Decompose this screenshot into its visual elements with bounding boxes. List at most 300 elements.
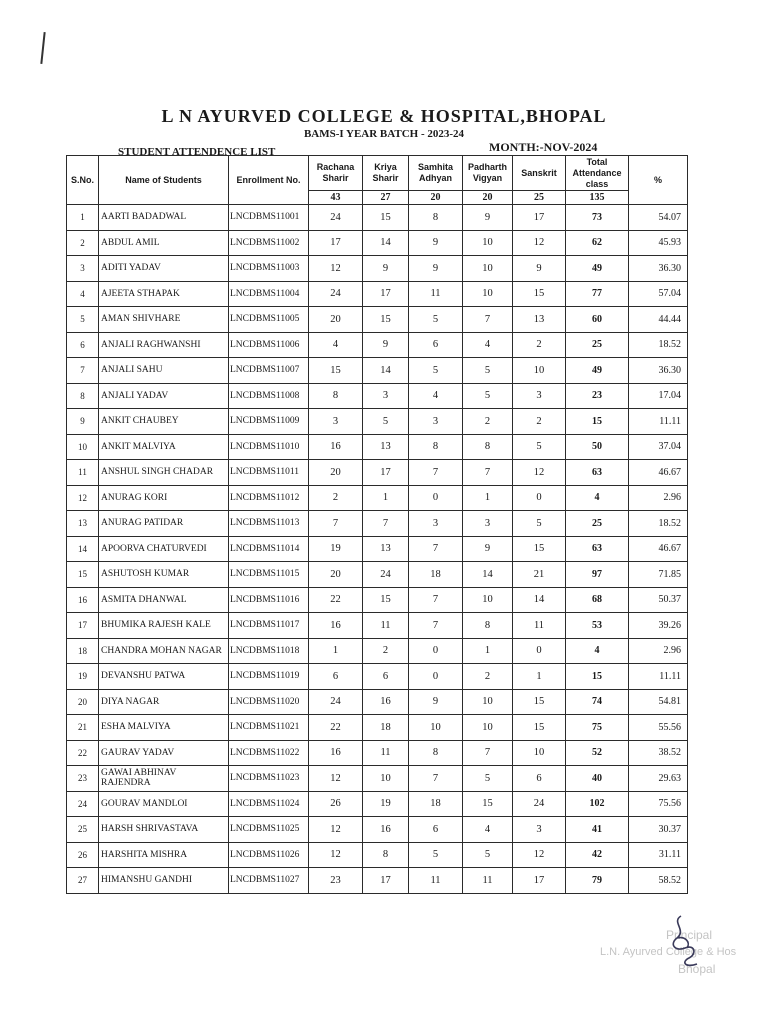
kriya-sharir: 15 [363,307,409,333]
sanskrit: 6 [513,766,566,792]
table-row [67,868,688,894]
enrollment-no: LNCDBMS11006 [229,332,309,358]
attendance-percent: 54.07 [629,205,688,231]
samhita-adhyan: 0 [409,638,463,664]
total-attendance: 15 [566,409,629,435]
table-row [67,842,688,868]
total-attendance: 4 [566,485,629,511]
attendance-percent: 29.63 [629,766,688,792]
total-kriya: 27 [363,191,409,205]
rachana-sharir: 23 [309,868,363,894]
table-row [67,460,688,486]
samhita-adhyan: 7 [409,536,463,562]
samhita-adhyan: 0 [409,664,463,690]
rachana-sharir: 26 [309,791,363,817]
enrollment-no: LNCDBMS11022 [229,740,309,766]
total-attendance: 40 [566,766,629,792]
kriya-sharir: 14 [363,230,409,256]
total-attendance: 52 [566,740,629,766]
attendance-percent: 18.52 [629,511,688,537]
sanskrit: 12 [513,460,566,486]
padharth-vigyan: 5 [463,383,513,409]
samhita-adhyan: 4 [409,383,463,409]
month-label: MONTH:-NOV-2024 [489,140,598,154]
total-samhita: 20 [409,191,463,205]
enrollment-no: LNCDBMS11001 [229,205,309,231]
attendance-percent: 71.85 [629,562,688,588]
kriya-sharir: 5 [363,409,409,435]
row-sno: 13 [67,511,99,537]
enrollment-no: LNCDBMS11008 [229,383,309,409]
col-enrollment: Enrollment No. [229,156,309,205]
attendance-percent: 11.11 [629,409,688,435]
kriya-sharir: 16 [363,689,409,715]
row-sno: 24 [67,791,99,817]
padharth-vigyan: 5 [463,358,513,384]
enrollment-no: LNCDBMS11020 [229,689,309,715]
total-attendance: 62 [566,230,629,256]
rachana-sharir: 2 [309,485,363,511]
table-row [67,562,688,588]
total-attendance: 63 [566,460,629,486]
student-name: ASHUTOSH KUMAR [99,562,229,588]
sanskrit: 21 [513,562,566,588]
student-name: ADITI YADAV [99,256,229,282]
padharth-vigyan: 11 [463,868,513,894]
rachana-sharir: 17 [309,230,363,256]
row-sno: 11 [67,460,99,486]
student-name: ANSHUL SINGH CHADAR [99,460,229,486]
sanskrit: 0 [513,638,566,664]
total-attendance: 97 [566,562,629,588]
enrollment-no: LNCDBMS11003 [229,256,309,282]
padharth-vigyan: 2 [463,664,513,690]
total-attendance: 75 [566,715,629,741]
enrollment-no: LNCDBMS11021 [229,715,309,741]
row-sno: 17 [67,613,99,639]
row-sno: 2 [67,230,99,256]
padharth-vigyan: 9 [463,536,513,562]
rachana-sharir: 4 [309,332,363,358]
padharth-vigyan: 4 [463,817,513,843]
samhita-adhyan: 9 [409,256,463,282]
samhita-adhyan: 5 [409,842,463,868]
kriya-sharir: 17 [363,281,409,307]
table-row [67,332,688,358]
samhita-adhyan: 3 [409,409,463,435]
table-row [67,205,688,231]
kriya-sharir: 13 [363,434,409,460]
col-total: Total Attendance class [566,156,629,191]
col-padharth: Padharth Vigyan [463,156,513,191]
student-name: ANJALI RAGHWANSHI [99,332,229,358]
samhita-adhyan: 6 [409,332,463,358]
padharth-vigyan: 10 [463,230,513,256]
sanskrit: 10 [513,740,566,766]
rachana-sharir: 16 [309,740,363,766]
table-row [67,307,688,333]
total-attendance: 25 [566,332,629,358]
attendance-percent: 2.96 [629,485,688,511]
student-name: ANJALI YADAV [99,383,229,409]
rachana-sharir: 6 [309,664,363,690]
table-row [67,689,688,715]
rachana-sharir: 22 [309,587,363,613]
kriya-sharir: 8 [363,842,409,868]
kriya-sharir: 24 [363,562,409,588]
total-attendance: 79 [566,868,629,894]
table-row [67,230,688,256]
attendance-percent: 38.52 [629,740,688,766]
samhita-adhyan: 11 [409,281,463,307]
attendance-percent: 31.11 [629,842,688,868]
total-attendance: 49 [566,256,629,282]
enrollment-no: LNCDBMS11019 [229,664,309,690]
row-sno: 19 [67,664,99,690]
enrollment-no: LNCDBMS11007 [229,358,309,384]
sanskrit: 17 [513,868,566,894]
student-name: ANURAG PATIDAR [99,511,229,537]
college-title: L N AYURVED COLLEGE & HOSPITAL,BHOPAL [161,106,607,126]
col-rachana: Rachana Sharir [309,156,363,191]
total-sanskrit: 25 [513,191,566,205]
padharth-vigyan: 3 [463,511,513,537]
padharth-vigyan: 2 [463,409,513,435]
total-attendance: 4 [566,638,629,664]
row-sno: 4 [67,281,99,307]
student-name: HARSHITA MISHRA [99,842,229,868]
row-sno: 8 [67,383,99,409]
enrollment-no: LNCDBMS11013 [229,511,309,537]
sanskrit: 15 [513,536,566,562]
enrollment-no: LNCDBMS11005 [229,307,309,333]
samhita-adhyan: 0 [409,485,463,511]
total-attendance: 77 [566,281,629,307]
enrollment-no: LNCDBMS11014 [229,536,309,562]
table-row [67,587,688,613]
sanskrit: 12 [513,842,566,868]
enrollment-no: LNCDBMS11004 [229,281,309,307]
attendance-percent: 46.67 [629,460,688,486]
table-row [67,281,688,307]
sanskrit: 15 [513,715,566,741]
row-sno: 25 [67,817,99,843]
list-title: STUDENT ATTENDENCE LIST [118,146,276,158]
table-row [67,715,688,741]
student-rows [67,205,688,894]
enrollment-no: LNCDBMS11024 [229,791,309,817]
student-name: AMAN SHIVHARE [99,307,229,333]
padharth-vigyan: 4 [463,332,513,358]
row-sno: 26 [67,842,99,868]
kriya-sharir: 6 [363,664,409,690]
attendance-percent: 17.04 [629,383,688,409]
padharth-vigyan: 15 [463,791,513,817]
enrollment-no: LNCDBMS11010 [229,434,309,460]
kriya-sharir: 18 [363,715,409,741]
samhita-adhyan: 8 [409,740,463,766]
kriya-sharir: 13 [363,536,409,562]
samhita-adhyan: 18 [409,791,463,817]
rachana-sharir: 12 [309,256,363,282]
student-name: ESHA MALVIYA [99,715,229,741]
row-sno: 22 [67,740,99,766]
student-name: GAWAI ABHINAV RAJENDRA [99,766,229,792]
rachana-sharir: 20 [309,307,363,333]
enrollment-no: LNCDBMS11027 [229,868,309,894]
padharth-vigyan: 5 [463,766,513,792]
attendance-percent: 37.04 [629,434,688,460]
row-sno: 9 [67,409,99,435]
signature-icon [667,912,707,972]
student-name: ABDUL AMIL [99,230,229,256]
sanskrit: 14 [513,587,566,613]
student-name: ANJALI SAHU [99,358,229,384]
table-row [67,791,688,817]
samhita-adhyan: 5 [409,307,463,333]
enrollment-no: LNCDBMS11026 [229,842,309,868]
rachana-sharir: 12 [309,817,363,843]
kriya-sharir: 14 [363,358,409,384]
rachana-sharir: 24 [309,689,363,715]
samhita-adhyan: 7 [409,460,463,486]
table-row [67,638,688,664]
student-name: APOORVA CHATURVEDI [99,536,229,562]
attendance-table [66,155,688,894]
attendance-percent: 46.67 [629,536,688,562]
student-name: ANURAG KORI [99,485,229,511]
student-name: DIYA NAGAR [99,689,229,715]
kriya-sharir: 11 [363,740,409,766]
table-row [67,766,688,792]
total-padharth: 20 [463,191,513,205]
enrollment-no: LNCDBMS11017 [229,613,309,639]
stamp-line-2: L.N. Ayurved College & Hos [600,946,737,958]
attendance-percent: 36.30 [629,358,688,384]
total-attendance: 73 [566,205,629,231]
stamp-line-1: Principal [666,928,713,942]
student-name: HARSH SHRIVASTAVA [99,817,229,843]
attendance-percent: 18.52 [629,332,688,358]
student-name: ANKIT CHAUBEY [99,409,229,435]
student-name: AJEETA STHAPAK [99,281,229,307]
sanskrit: 15 [513,689,566,715]
kriya-sharir: 11 [363,613,409,639]
rachana-sharir: 3 [309,409,363,435]
student-name: DEVANSHU PATWA [99,664,229,690]
samhita-adhyan: 11 [409,868,463,894]
total-attendance: 74 [566,689,629,715]
total-attendance: 15 [566,664,629,690]
student-name: GOURAV MANDLOI [99,791,229,817]
row-sno: 6 [67,332,99,358]
total-attendance: 68 [566,587,629,613]
col-kriya: Kriya Sharir [363,156,409,191]
padharth-vigyan: 9 [463,205,513,231]
total-attendance: 49 [566,358,629,384]
total-attendance: 41 [566,817,629,843]
total-attendance: 53 [566,613,629,639]
padharth-vigyan: 10 [463,689,513,715]
enrollment-no: LNCDBMS11016 [229,587,309,613]
samhita-adhyan: 7 [409,613,463,639]
padharth-vigyan: 8 [463,434,513,460]
row-sno: 12 [67,485,99,511]
kriya-sharir: 19 [363,791,409,817]
student-name: BHUMIKA RAJESH KALE [99,613,229,639]
sanskrit: 9 [513,256,566,282]
samhita-adhyan: 7 [409,766,463,792]
enrollment-no: LNCDBMS11025 [229,817,309,843]
rachana-sharir: 7 [309,511,363,537]
samhita-adhyan: 18 [409,562,463,588]
attendance-percent: 45.93 [629,230,688,256]
total-attendance: 42 [566,842,629,868]
padharth-vigyan: 10 [463,281,513,307]
batch-subtitle: BAMS-I YEAR BATCH - 2023-24 [303,128,465,140]
padharth-vigyan: 10 [463,715,513,741]
samhita-adhyan: 10 [409,715,463,741]
pen-mark [40,32,45,64]
total-attendance: 50 [566,434,629,460]
rachana-sharir: 19 [309,536,363,562]
samhita-adhyan: 5 [409,358,463,384]
row-sno: 14 [67,536,99,562]
attendance-percent: 58.52 [629,868,688,894]
kriya-sharir: 2 [363,638,409,664]
stamp-line-3: Bhopal [678,962,716,976]
row-sno: 3 [67,256,99,282]
row-sno: 5 [67,307,99,333]
sanskrit: 24 [513,791,566,817]
table-row [67,358,688,384]
rachana-sharir: 24 [309,205,363,231]
row-sno: 27 [67,868,99,894]
kriya-sharir: 9 [363,256,409,282]
attendance-percent: 11.11 [629,664,688,690]
sanskrit: 12 [513,230,566,256]
table-row [67,664,688,690]
total-all: 135 [566,191,629,205]
rachana-sharir: 16 [309,613,363,639]
sanskrit: 15 [513,281,566,307]
padharth-vigyan: 10 [463,587,513,613]
table-row [67,536,688,562]
attendance-percent: 54.81 [629,689,688,715]
student-name: CHANDRA MOHAN NAGAR [99,638,229,664]
attendance-percent: 75.56 [629,791,688,817]
rachana-sharir: 12 [309,766,363,792]
samhita-adhyan: 9 [409,689,463,715]
total-rachana: 43 [309,191,363,205]
sanskrit: 13 [513,307,566,333]
sanskrit: 5 [513,511,566,537]
enrollment-no: LNCDBMS11002 [229,230,309,256]
samhita-adhyan: 6 [409,817,463,843]
kriya-sharir: 17 [363,868,409,894]
total-attendance: 102 [566,791,629,817]
kriya-sharir: 9 [363,332,409,358]
attendance-percent: 39.26 [629,613,688,639]
col-sno: S.No. [67,156,99,205]
samhita-adhyan: 7 [409,587,463,613]
student-name: AARTI BADADWAL [99,205,229,231]
kriya-sharir: 15 [363,205,409,231]
enrollment-no: LNCDBMS11023 [229,766,309,792]
kriya-sharir: 1 [363,485,409,511]
samhita-adhyan: 3 [409,511,463,537]
rachana-sharir: 20 [309,562,363,588]
attendance-percent: 57.04 [629,281,688,307]
padharth-vigyan: 7 [463,307,513,333]
padharth-vigyan: 8 [463,613,513,639]
student-name: ANKIT MALVIYA [99,434,229,460]
padharth-vigyan: 5 [463,842,513,868]
col-sanskrit: Sanskrit [513,156,566,191]
padharth-vigyan: 10 [463,256,513,282]
table-row [67,511,688,537]
sanskrit: 17 [513,205,566,231]
col-name: Name of Students [99,156,229,205]
enrollment-no: LNCDBMS11011 [229,460,309,486]
padharth-vigyan: 14 [463,562,513,588]
attendance-percent: 44.44 [629,307,688,333]
header-row [67,156,688,191]
table-row [67,256,688,282]
table-row [67,740,688,766]
kriya-sharir: 17 [363,460,409,486]
enrollment-no: LNCDBMS11009 [229,409,309,435]
attendance-percent: 2.96 [629,638,688,664]
attendance-percent: 36.30 [629,256,688,282]
sanskrit: 3 [513,817,566,843]
rachana-sharir: 16 [309,434,363,460]
table-row [67,817,688,843]
row-sno: 15 [67,562,99,588]
attendance-percent: 30.37 [629,817,688,843]
table-row [67,613,688,639]
kriya-sharir: 10 [363,766,409,792]
samhita-adhyan: 9 [409,230,463,256]
total-attendance: 25 [566,511,629,537]
sanskrit: 0 [513,485,566,511]
table-row [67,485,688,511]
row-sno: 7 [67,358,99,384]
attendance-percent: 50.37 [629,587,688,613]
table-row [67,409,688,435]
table-row [67,383,688,409]
kriya-sharir: 7 [363,511,409,537]
enrollment-no: LNCDBMS11018 [229,638,309,664]
sanskrit: 3 [513,383,566,409]
row-sno: 1 [67,205,99,231]
col-samhita: Samhita Adhyan [409,156,463,191]
rachana-sharir: 24 [309,281,363,307]
padharth-vigyan: 7 [463,460,513,486]
kriya-sharir: 15 [363,587,409,613]
rachana-sharir: 15 [309,358,363,384]
sanskrit: 1 [513,664,566,690]
row-sno: 18 [67,638,99,664]
sanskrit: 5 [513,434,566,460]
total-attendance: 60 [566,307,629,333]
kriya-sharir: 16 [363,817,409,843]
row-sno: 20 [67,689,99,715]
rachana-sharir: 8 [309,383,363,409]
rachana-sharir: 12 [309,842,363,868]
samhita-adhyan: 8 [409,205,463,231]
sanskrit: 11 [513,613,566,639]
